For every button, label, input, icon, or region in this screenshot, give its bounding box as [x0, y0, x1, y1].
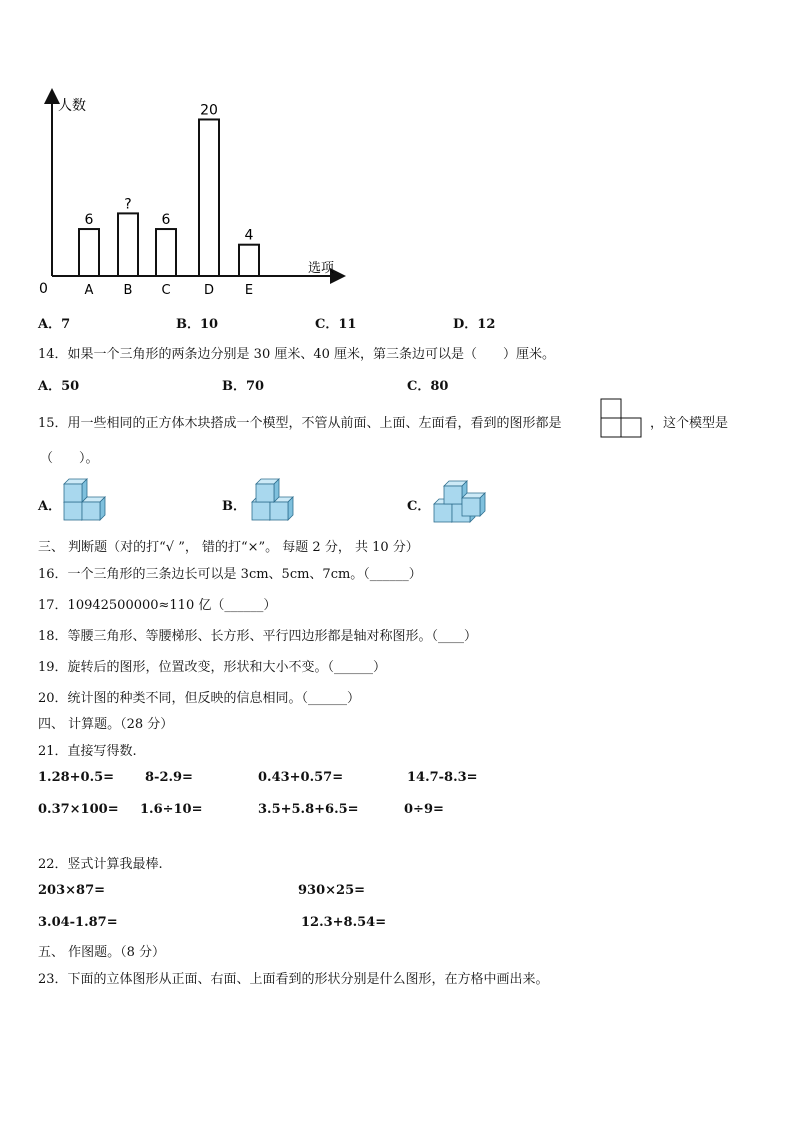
q14-stem: 14．如果一个三角形的两条边分别是 30 厘米、40 厘米，第三条边可以是（ ）厘米。	[38, 347, 556, 362]
q14-option-a: A．50	[38, 379, 80, 394]
q15-stem-line2: （ ）。	[40, 451, 99, 466]
cube-face	[444, 486, 462, 504]
judge-q19: 19．旋转后的图形，位置改变，形状和大小不变。（______）	[38, 660, 387, 675]
q15-option-a: A．	[38, 499, 62, 514]
section-3-heading: 三、 判断题（对的打“√ ”， 错的打“×”。 每题 2 分， 共 10 分）	[38, 540, 419, 555]
cube-face	[256, 484, 274, 502]
bar-value-label: 20	[200, 102, 218, 119]
judge-q20: 20．统计图的种类不同，但反映的信息相同。（______）	[38, 691, 361, 706]
judge-q16: 16．一个三角形的三条边长可以是 3cm、5cm、7cm。（______）	[38, 567, 422, 582]
cube-face	[434, 504, 452, 522]
q21-stem: 21．直接写得数.	[38, 744, 137, 759]
q15-stem-part2: ，这个模型是	[650, 416, 729, 431]
bar-chart	[36, 88, 356, 303]
cube-face	[270, 502, 288, 520]
x-axis-label: 选项	[308, 261, 335, 276]
cube-face	[252, 502, 270, 520]
q13-option-a: A．7	[38, 317, 71, 332]
q23-stem: 23．下面的立体图形从正面、右面、上面看到的形状分别是什么图形，在方格中画出来。	[38, 972, 549, 987]
bar-value-label: 6	[84, 212, 94, 229]
section-4-heading: 四、 计算题。（28 分）	[38, 717, 174, 732]
category-tick-label: E	[244, 283, 254, 298]
cube-face	[462, 498, 480, 516]
bar-d	[199, 119, 219, 276]
q14-option-c: C．80	[407, 379, 449, 394]
bar-e	[239, 245, 259, 276]
bar-value-label: 6	[161, 212, 171, 229]
cube-model-c	[430, 478, 488, 526]
bar-b	[118, 213, 138, 276]
q21-item: 14.7-8.3=	[407, 770, 478, 785]
q13-option-c: C．11	[315, 317, 357, 332]
origin-label: 0	[39, 281, 48, 297]
judge-q18: 18．等腰三角形、等腰梯形、长方形、平行四边形都是轴对称图形。（____）	[38, 629, 478, 644]
q15-option-c: C．	[407, 499, 431, 514]
category-tick-label: D	[203, 283, 215, 298]
q21-item: 8-2.9=	[145, 770, 193, 785]
bar-value-label: ?	[124, 196, 132, 213]
category-tick-label: A	[84, 283, 94, 298]
q22-item: 930×25=	[298, 883, 366, 898]
q21-item: 0.43+0.57=	[258, 770, 344, 785]
q21-item: 3.5+5.8+6.5=	[258, 802, 359, 817]
q21-item: 1.6÷10=	[140, 802, 203, 817]
l-shape-view-figure	[600, 398, 642, 438]
q21-item: 1.28+0.5=	[38, 770, 115, 785]
q21-item: 0.37×100=	[38, 802, 119, 817]
q13-option-b: B．10	[176, 317, 219, 332]
cube-model-b	[246, 478, 298, 526]
cube-model-a	[58, 478, 110, 526]
bar-value-label: 4	[244, 227, 254, 244]
q15-stem-part1: 15．用一些相同的正方体木块搭成一个模型，不管从前面、上面、左面看，看到的图形都是	[38, 416, 562, 431]
bar-a	[79, 229, 99, 276]
q22-item: 12.3+8.54=	[301, 915, 387, 930]
q22-item: 203×87=	[38, 883, 106, 898]
q14-option-b: B．70	[222, 379, 265, 394]
q21-item: 0÷9=	[404, 802, 444, 817]
cube-face	[64, 502, 82, 520]
cube-face	[82, 502, 100, 520]
q22-item: 3.04-1.87=	[38, 915, 118, 930]
cube-face	[64, 484, 82, 502]
q13-option-d: D．12	[453, 317, 496, 332]
section-5-heading: 五、 作图题。（8 分）	[38, 945, 166, 960]
y-axis-label: 人数	[58, 98, 86, 114]
q15-option-b: B．	[222, 499, 246, 514]
category-tick-label: C	[161, 283, 171, 298]
judge-q17: 17．10942500000≈110 亿（______）	[38, 598, 277, 613]
category-tick-label: B	[123, 283, 133, 298]
q22-stem: 22．竖式计算我最棒.	[38, 857, 163, 872]
bar-c	[156, 229, 176, 276]
